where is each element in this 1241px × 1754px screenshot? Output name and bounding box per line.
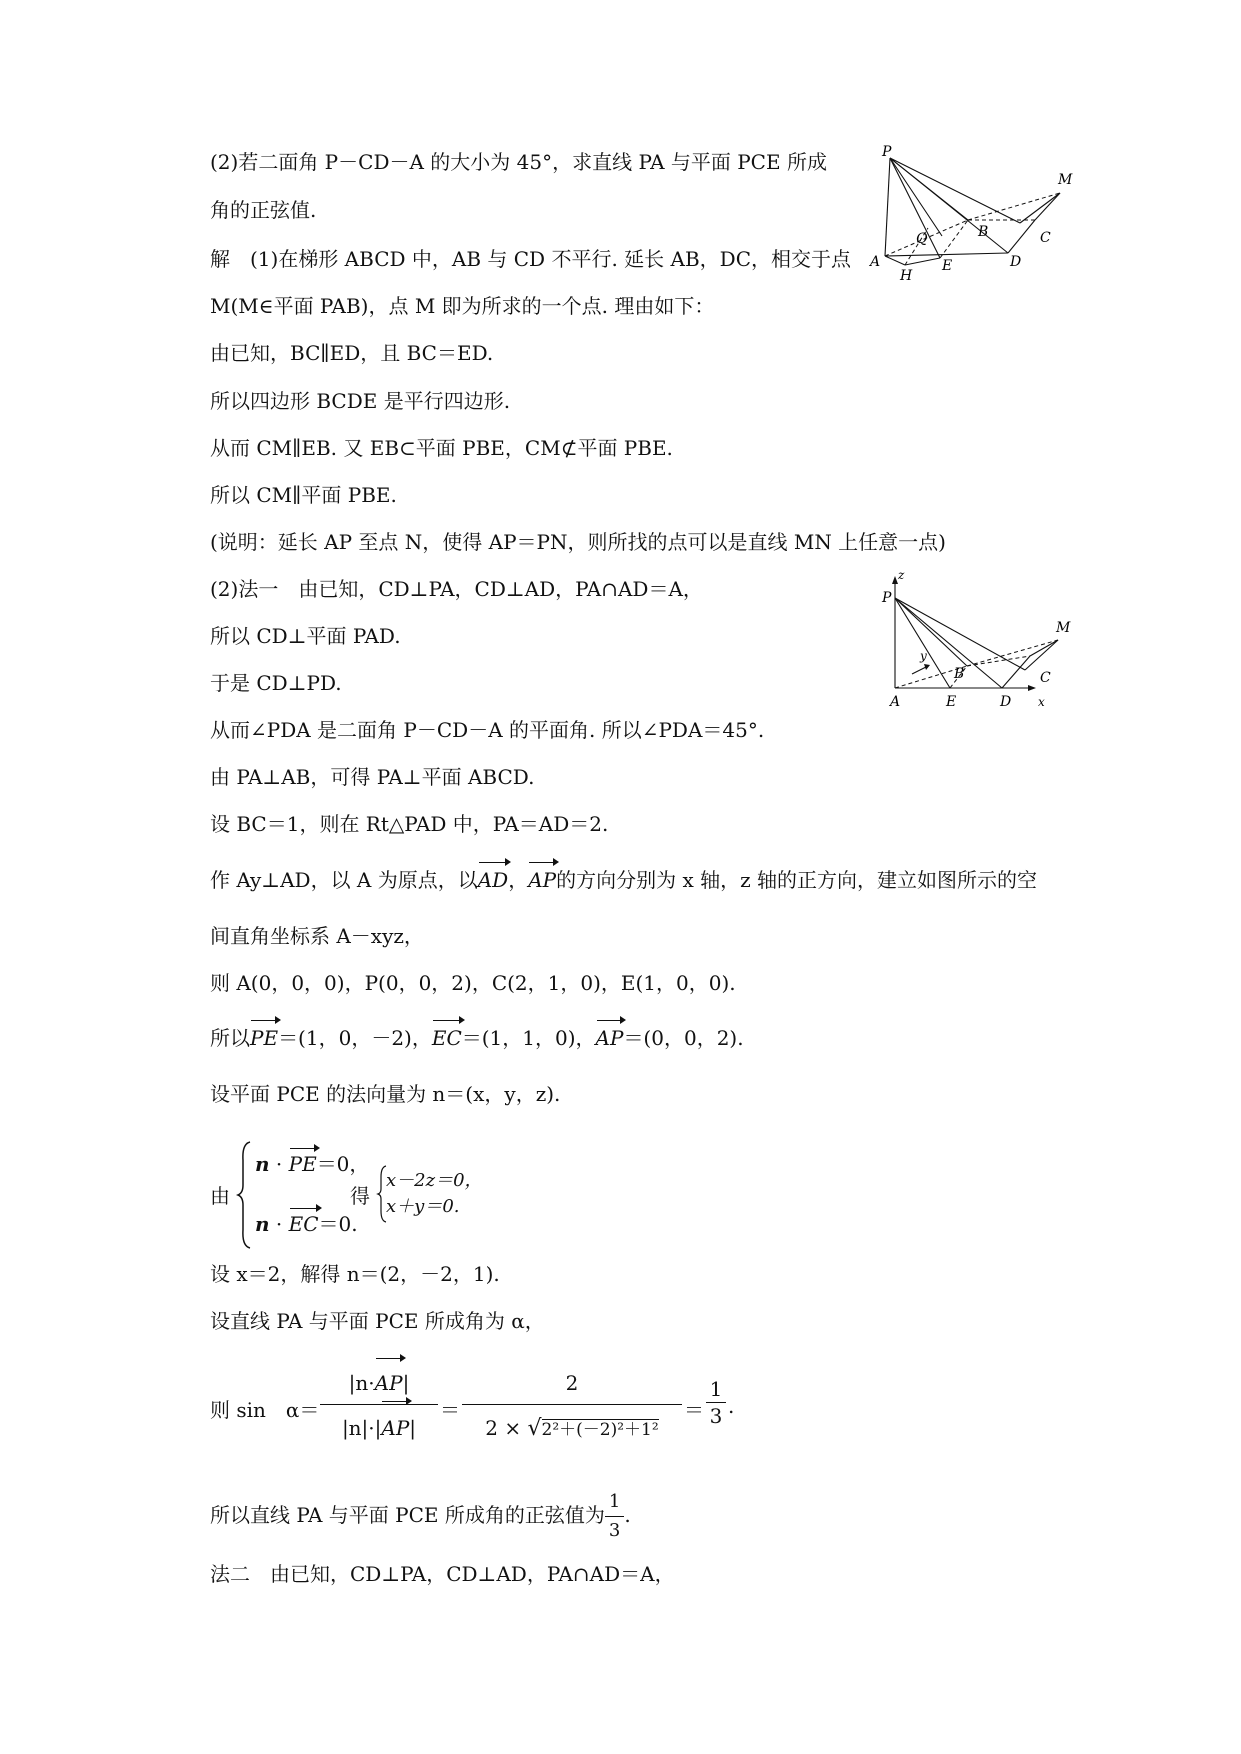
line-08: 所以 CM∥平面 PBE. [210,483,397,507]
line-11: 所以 CD⊥平面 PAD. [210,624,401,648]
fig2-label-z: z [898,568,905,582]
fig1-label-M: M [1058,172,1073,188]
line-19: 所以PE＝(1，0，－2)，EC＝(1，1，0)，AP＝(0，0，2). [210,1026,744,1050]
figure-pyramid-1 [870,144,1073,284]
line-10: (2)法一 由已知，CD⊥PA，CD⊥AD，PA∩AD＝A， [210,577,703,601]
fig1-label-D: D [1010,254,1022,270]
line-18: 则 A(0，0，0)，P(0，0，2)，C(2，1，0)，E(1，0，0). [210,971,736,995]
line-23: 所以直线 PA 与平面 PCE 所成角的正弦值为 $\frac{1}{3}$ . [210,1488,631,1545]
fig1-label-Q: Q [916,231,928,247]
line-20: 设平面 PCE 的法向量为 n＝(x，y，z). [210,1082,561,1106]
line-21: 设 x＝2，解得 n＝(2，－2，1). [210,1262,500,1286]
line-04: M(M∈平面 PAB)，点 M 即为所求的一个点. 理由如下： [210,294,715,318]
line-12: 于是 CD⊥PD. [210,671,342,695]
line-07: 从而 CM∥EB. 又 EB⊂平面 PBE，CM⊄平面 PBE. [210,436,673,460]
fig2-label-D: D [1000,694,1012,710]
line-02: 角的正弦值. [210,198,317,222]
line-09: (说明：延长 AP 至点 N，使得 AP＝PN，则所找的点可以是直线 MN 上任意一点) [210,530,946,554]
equation-system: 由 n · PE＝0， n · EC＝0. 得 x－2z＝0， x＋y＝0. [210,1140,510,1250]
fig1-label-P: P [882,144,892,160]
line-16: 作 Ay⊥AD，以 A 为原点，以AD，AP的方向分别为 x 轴，z 轴的正方向，建立如图所示的空 [210,868,1038,892]
fig2-label-C: C [1040,670,1051,686]
fig2-label-x: x [1038,695,1045,709]
line-22: 设直线 PA 与平面 PCE 所成角为 α， [210,1309,545,1333]
line-01: (2)若二面角 P－CD－A 的大小为 45°，求直线 PA 与平面 PCE 所成 [210,150,827,174]
line-15: 设 BC＝1，则在 Rt△PAD 中，PA＝AD＝2. [210,812,609,836]
fig2-label-y: y [920,649,927,663]
fig1-label-B: B [978,224,989,240]
line-14: 由 PA⊥AB，可得 PA⊥平面 ABCD. [210,765,535,789]
left-brace [238,1140,254,1250]
vector-AP: AP [528,868,557,892]
vector-EC: EC [431,1026,462,1050]
line-03: 解 (1)在梯形 ABCD 中，AB 与 CD 不平行. 延长 AB，DC，相交于点 [210,247,851,271]
line-17: 间直角坐标系 A－xyz， [210,924,424,948]
fig1-label-C: C [1040,230,1051,246]
fig2-label-M: M [1056,620,1071,636]
fig2-label-A: A [890,694,901,710]
vector-PE: PE [250,1026,279,1050]
vector-AP-2: AP [595,1026,624,1050]
line-24: 法二 由已知，CD⊥PA，CD⊥AD，PA∩AD＝A， [210,1562,675,1586]
line-13: 从而∠PDA 是二面角 P－CD－A 的平面角. 所以∠PDA＝45°. [210,718,765,742]
line-05: 由已知，BC∥ED，且 BC＝ED. [210,341,494,365]
figure-coordinate-2 [870,570,1070,710]
fig1-label-H: H [900,268,913,284]
fig2-label-B: B [954,666,965,682]
fig1-label-E: E [942,258,953,274]
vector-AD: AD [477,868,509,892]
line-06: 所以四边形 BCDE 是平行四边形. [210,389,511,413]
fig2-label-P: P [882,590,892,606]
fig1-label-A: A [870,254,881,270]
fig2-label-E: E [946,694,957,710]
